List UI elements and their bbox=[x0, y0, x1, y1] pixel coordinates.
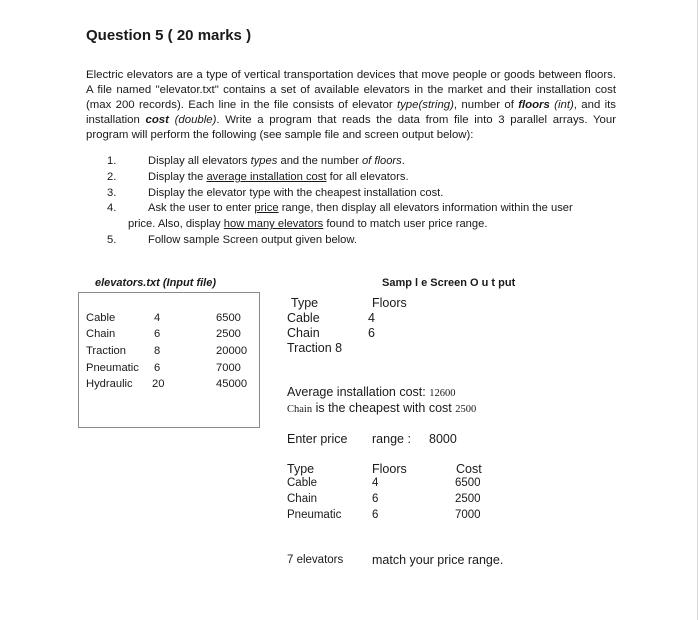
result-cost: 2500 bbox=[455, 493, 481, 505]
file-floors: 4 bbox=[154, 312, 161, 324]
result-floors: 6 bbox=[372, 493, 379, 505]
screen-row-floors: 6 bbox=[368, 326, 375, 340]
range-value: 8000 bbox=[429, 432, 457, 446]
task-item: 2. Display the average installation cost for all elevators. bbox=[107, 170, 409, 183]
file-type: Pneumatic bbox=[86, 362, 139, 374]
file-cost: 2500 bbox=[216, 328, 241, 340]
screen-row-floors: 4 bbox=[368, 311, 375, 325]
task-item: 4. Ask the user to enter price range, then display all elevators information within the user price. Also, display how many elevators found to match user price range. bbox=[107, 202, 573, 231]
file-type: Cable bbox=[86, 312, 116, 324]
screen-row-type: Traction 8 bbox=[287, 341, 343, 355]
range-label: range : bbox=[372, 432, 411, 446]
task-list bbox=[86, 154, 616, 249]
result-type: Chain bbox=[287, 493, 318, 505]
result-floors: 6 bbox=[372, 509, 379, 521]
file-cost: 20000 bbox=[216, 345, 248, 357]
cheapest-line: Chain is the cheapest with cost 2500 bbox=[287, 401, 477, 415]
screen-row-type: Chain bbox=[287, 326, 320, 340]
file-floors: 6 bbox=[154, 328, 161, 340]
intro-paragraph: Electric elevators are a type of vertical transportation devices that move people or goods between floors. A file named "elevator.txt" contains a set of available elevators in the market and their installation cost (max 200 records). Each line in the file consists of elevator type(string), number of floors (int), and its installation cost (double). Write a program that reads the data from file into 3 parallel arrays. Your program will perform the following (see sample file and screen output below): bbox=[86, 69, 617, 141]
input-file-title: elevators.txt (Input file) bbox=[95, 277, 217, 289]
file-cost: 6500 bbox=[216, 312, 241, 324]
screen-header-floors: Floors bbox=[372, 296, 407, 310]
file-cost: 45000 bbox=[216, 378, 248, 390]
file-floors: 6 bbox=[154, 362, 161, 374]
result-cost: 7000 bbox=[455, 509, 481, 521]
file-type: Chain bbox=[86, 328, 116, 340]
result-type: Pneumatic bbox=[287, 509, 342, 521]
file-floors: 20 bbox=[152, 378, 165, 390]
task-item: 3. Display the elevator type with the cheapest installation cost. bbox=[107, 186, 444, 199]
match-text: match your price range. bbox=[372, 553, 504, 567]
file-floors: 8 bbox=[154, 345, 161, 357]
file-type: Traction bbox=[86, 345, 126, 357]
result-type: Cable bbox=[287, 477, 318, 489]
question-title: Question 5 ( 20 marks ) bbox=[86, 27, 252, 44]
result-header-type: Type bbox=[287, 462, 315, 476]
result-header-cost: Cost bbox=[456, 462, 482, 476]
page-edge bbox=[697, 0, 698, 620]
screen-header-type: Type bbox=[291, 296, 319, 310]
result-floors: 4 bbox=[372, 477, 379, 489]
task-item: 5. Follow sample Screen output given below. bbox=[107, 233, 357, 246]
file-cost: 7000 bbox=[216, 362, 241, 374]
match-count: 7 elevators bbox=[287, 554, 344, 566]
result-header-floors: Floors bbox=[372, 462, 407, 476]
average-line: Average installation cost: 12600 bbox=[287, 385, 456, 399]
screen-row-type: Cable bbox=[287, 311, 320, 325]
screen-output-title: Samp l e Screen O u t put bbox=[382, 277, 516, 289]
enter-price-label: Enter price bbox=[287, 432, 348, 446]
task-item: 1. Display all elevators types and the number of floors. bbox=[107, 155, 405, 167]
result-cost: 6500 bbox=[455, 477, 481, 489]
file-type: Hydraulic bbox=[86, 378, 133, 390]
